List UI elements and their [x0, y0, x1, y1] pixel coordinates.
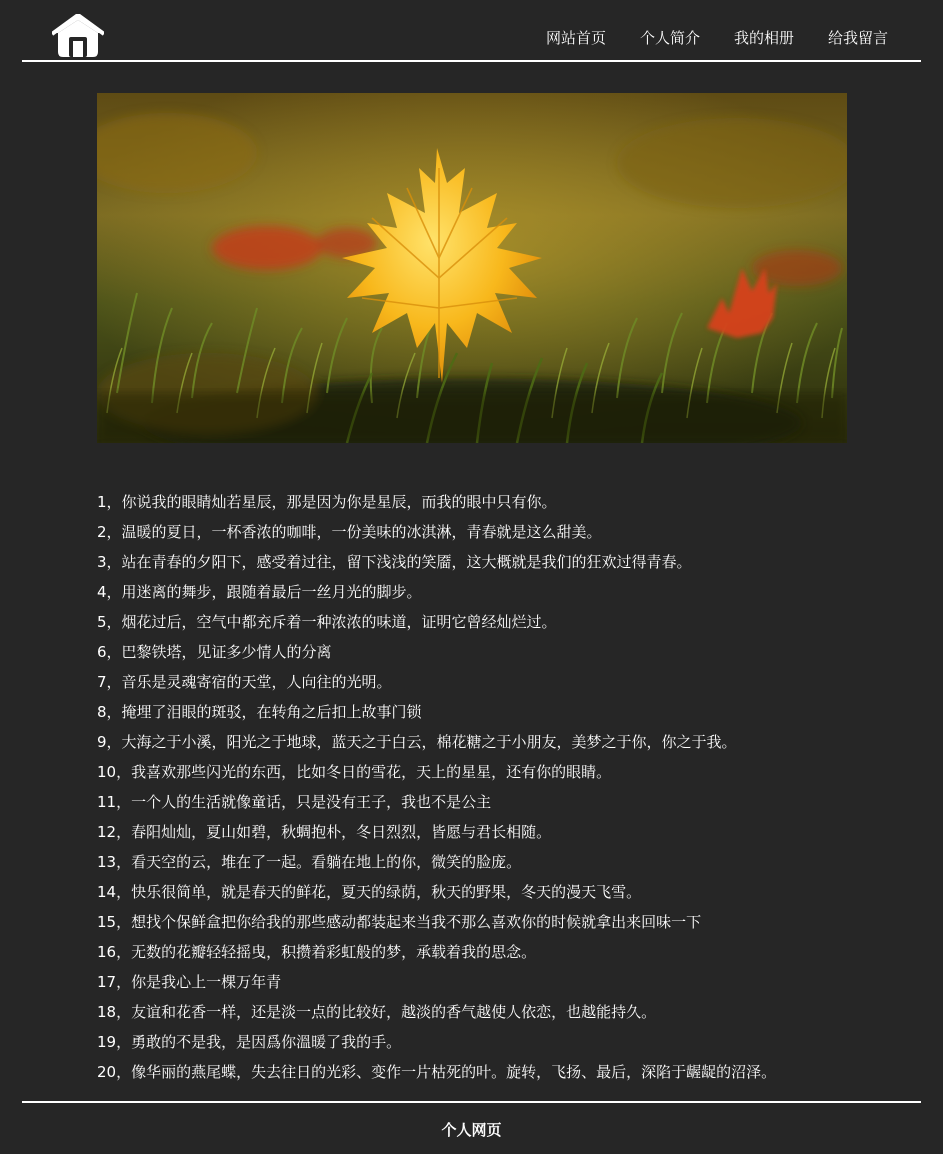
list-item: 19，勇敢的不是我，是因爲你溫暖了我的手。: [97, 1033, 402, 1051]
banner-image: [97, 93, 847, 443]
list-item: 7，音乐是灵魂寄宿的天堂，人向往的光明。: [97, 673, 392, 691]
main-nav: [546, 28, 888, 48]
footer-title: 个人网页: [441, 1121, 502, 1139]
list-item: 13，看天空的云，堆在了一起。看躺在地上的你，微笑的脸庞。: [97, 853, 522, 871]
text-list: [97, 487, 897, 1087]
nav-message[interactable]: 给我留言: [827, 29, 888, 47]
list-item: 16，无数的花瓣轻轻摇曳，积攒着彩虹般的梦，承载着我的思念。: [97, 943, 537, 961]
list-item: 14，快乐很简单，就是春天的鲜花，夏天的绿荫，秋天的野果，冬天的漫天飞雪。: [97, 883, 642, 901]
list-item: 2，温暖的夏日，一杯香浓的咖啡，一份美味的冰淇淋，青春就是这么甜美。: [97, 523, 602, 541]
list-item: 11，一个人的生活就像童话，只是没有王子，我也不是公主: [97, 793, 492, 811]
list-item: 12，春阳灿灿，夏山如碧，秋蜩抱朴，冬日烈烈，皆愿与君长相随。: [97, 823, 552, 841]
list-item: 10，我喜欢那些闪光的东西，比如冬日的雪花，天上的星星，还有你的眼睛。: [97, 763, 612, 781]
list-item: 8，掩埋了泪眼的斑驳，在转角之后扣上故事门锁: [97, 703, 422, 721]
home-icon: [52, 14, 104, 58]
maple-leaf-photo: [97, 93, 847, 443]
list-item: 15，想找个保鲜盒把你给我的那些感动都装起来当我不那么喜欢你的时候就拿出来回味一下: [97, 913, 702, 931]
list-item: 5，烟花过后，空气中都充斥着一种浓浓的味道，证明它曾经灿烂过。: [97, 613, 557, 631]
list-item: 18，友谊和花香一样，还是淡一点的比较好，越淡的香气越使人依恋，也越能持久。: [97, 1003, 657, 1021]
list-item: 17，你是我心上一棵万年青: [97, 973, 282, 991]
nav-album[interactable]: 我的相册: [733, 29, 794, 47]
list-item: 4，用迷离的舞步，跟随着最后一丝月光的脚步。: [97, 583, 422, 601]
list-item: 3，站在青春的夕阳下，感受着过往，留下浅浅的笑靥，这大概就是我们的狂欢过得青春。: [97, 553, 692, 571]
nav-profile[interactable]: 个人简介: [639, 29, 700, 47]
list-item: 6，巴黎铁塔，见证多少情人的分离: [97, 643, 332, 661]
nav-home[interactable]: 网站首页: [545, 29, 606, 47]
home-logo[interactable]: [52, 14, 104, 58]
list-item: 9，大海之于小溪，阳光之于地球，蓝天之于白云，棉花糖之于小朋友，美梦之于你，你之于我。: [97, 733, 737, 751]
header: [22, 0, 921, 62]
list-item: 1，你说我的眼睛灿若星辰，那是因为你是星辰，而我的眼中只有你。: [97, 493, 557, 511]
footer: [22, 1101, 921, 1154]
list-item: 20，像华丽的燕尾蝶，失去往日的光彩、变作一片枯死的叶。旋转，飞扬、最后，深陷于龌龊的沼泽。: [97, 1063, 777, 1081]
